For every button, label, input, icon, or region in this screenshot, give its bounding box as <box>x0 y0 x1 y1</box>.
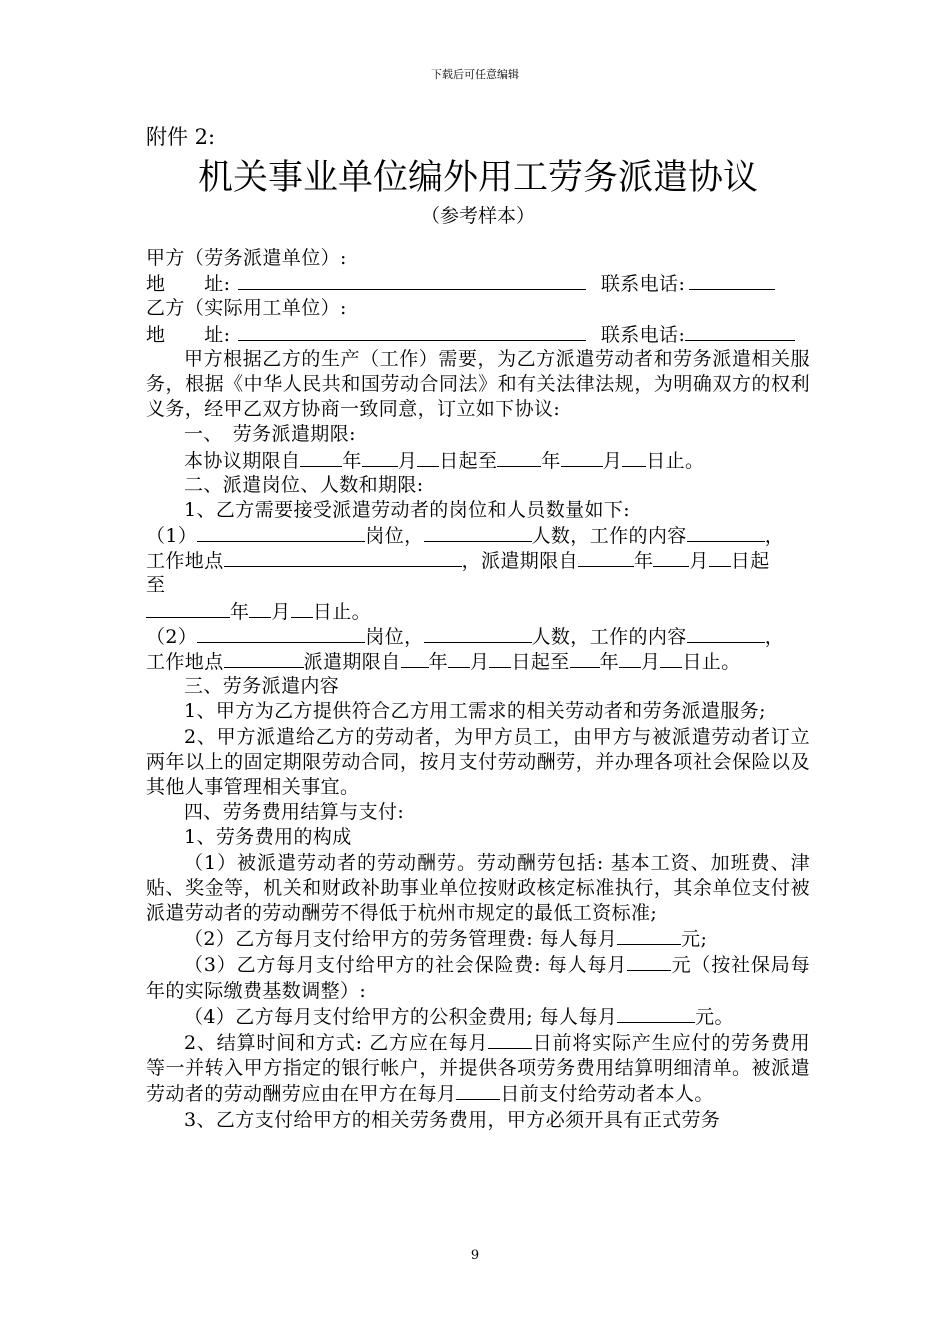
section-4-item-2 <box>146 1030 810 1108</box>
post-2-end-month-field[interactable] <box>619 649 641 668</box>
section-2-heading: 二、派遣岗位、人数和期限: <box>184 473 424 496</box>
post-2-post-label: 岗位， <box>365 625 424 648</box>
section-4-heading: 四、劳务费用结算与支付: <box>184 801 405 824</box>
post-2-start-month-field[interactable] <box>448 649 470 668</box>
document-title: 机关事业单位编外用工劳务派遣协议 <box>197 158 758 198</box>
post-2-place-label: 工作地点 <box>146 651 224 674</box>
post-2-year-label: 年 <box>428 651 449 674</box>
post-2-end-day-field[interactable] <box>660 649 682 668</box>
settlement-day-field[interactable] <box>488 1030 532 1049</box>
post-1-end-month-label: 月 <box>271 600 291 623</box>
page-number: 9 <box>470 1248 480 1263</box>
post-2-end-month-label: 月 <box>641 651 661 674</box>
post-1-day-label: 日起 <box>730 550 770 573</box>
post-1-row-a <box>146 523 810 548</box>
post-1-name-field[interactable] <box>197 523 365 542</box>
party-a-address-label: 地 址: <box>146 273 231 296</box>
section-3-item-2: 2、甲方派遣给乙方的劳动者，为甲方员工，由甲方与被派遣劳动者订立两年以上的固定期限劳动合同，按月支付劳动酬劳，并办理各项社会保险以及其他人事管理相关事宜。 <box>146 725 810 799</box>
settlement-text-a: 2、结算时间和方式: 乙方应在每月 <box>184 1032 489 1055</box>
post-1-post-label: 岗位， <box>365 525 424 548</box>
post-2-row-a <box>146 624 810 649</box>
post-1-place-label: 工作地点 <box>146 550 224 573</box>
fee-item-4-text: （4）乙方每月支付给甲方的公积金费用; 每人每月 <box>184 1005 618 1028</box>
term-end-label: 日止。 <box>646 449 705 472</box>
term-end-month-field[interactable] <box>561 448 603 467</box>
post-2-place-field[interactable] <box>224 649 304 668</box>
post-2-row-b <box>146 649 810 674</box>
term-month-label: 月 <box>397 449 418 472</box>
social-insurance-fee-field[interactable] <box>627 952 671 971</box>
post-1-end-day-field[interactable] <box>291 599 313 618</box>
post-1-comma: ， <box>764 525 785 548</box>
document-body <box>146 122 810 1133</box>
fee-item-2-text: （2）乙方每月支付给甲方的劳务管理费: 每人每月 <box>184 928 618 951</box>
section-2-item-1: 1、乙方需要接受派遣劳动者的岗位和人员数量如下: <box>184 498 631 521</box>
party-a-label: 甲方（劳务派遣单位）: <box>146 247 347 269</box>
term-end-month-label: 月 <box>602 449 623 472</box>
section-3-heading: 三、劳务派遣内容 <box>184 675 340 698</box>
post-1-end-year-field[interactable] <box>146 599 230 618</box>
term-from-label: 日起至 <box>439 449 498 472</box>
post-2-month-label: 月 <box>470 651 490 674</box>
post-1-period-label: ，派遣期限自 <box>461 550 579 573</box>
settlement-text-c: 日前支付给劳动者本人。 <box>500 1083 714 1106</box>
party-a-phone-label: 联系电话: <box>600 273 686 296</box>
post-2-day-label: 日起至 <box>511 651 570 674</box>
fee-item-2 <box>146 926 810 952</box>
party-b-phone-field[interactable] <box>685 322 795 341</box>
post-2-period-label: 派遣期限自 <box>303 651 401 674</box>
post-2-end-year-label: 年 <box>599 651 620 674</box>
post-2-name-field[interactable] <box>197 624 365 643</box>
post-2-comma: ， <box>764 625 785 648</box>
post-2-start-day-field[interactable] <box>489 649 511 668</box>
post-1-count-label: 人数，工作的内容 <box>531 525 687 548</box>
section-4-item-1: 1、劳务费用的构成 <box>184 826 352 849</box>
party-b-label: 乙方（实际用工单位）: <box>146 297 347 320</box>
fee-item-4-unit: 元。 <box>695 1005 734 1028</box>
settlement-text-b: 日前将实际产生应付的劳务费用等一并转入甲方指定的银行帐户，并提供各项劳务费用结算明细清单。被派遣劳动者的劳动酬劳应由在甲方在每月 <box>146 1032 810 1106</box>
post-1-end-label: 日止。 <box>312 600 372 623</box>
management-fee-field[interactable] <box>617 926 681 945</box>
post-1-month-label: 月 <box>689 550 709 573</box>
post-1-start-year-field[interactable] <box>578 548 634 567</box>
post-2-start-year-field[interactable] <box>401 649 429 668</box>
fee-item-2-unit: 元; <box>681 928 708 951</box>
post-2-number: （2） <box>146 625 198 648</box>
party-a-address-row <box>146 271 810 296</box>
post-1-number: （1） <box>146 525 198 548</box>
section-1-heading: 一、 劳务派遣期限: <box>184 423 356 446</box>
post-1-count-field[interactable] <box>424 523 532 542</box>
post-2-content-field[interactable] <box>687 624 765 643</box>
party-a-phone-field[interactable] <box>689 271 775 290</box>
post-1-end-year-label: 年 <box>230 600 250 623</box>
term-year-label: 年 <box>342 449 362 472</box>
post-1-year-label: 年 <box>634 550 654 573</box>
post-2-end-label: 日止。 <box>682 651 741 674</box>
fee-item-3-unit: 元（按社保局每年的实际缴费基数调整）: <box>146 954 810 1002</box>
section-1-term-row <box>146 448 810 473</box>
fee-item-3-text: （3）乙方每月支付给甲方的社会保险费: 每人每月 <box>184 954 628 977</box>
post-1-start-month-field[interactable] <box>653 548 689 567</box>
attachment-label: 附件 2: <box>146 125 216 149</box>
post-2-count-field[interactable] <box>424 624 532 643</box>
post-1-row-d <box>146 599 810 624</box>
term-start-year-field[interactable] <box>300 448 342 467</box>
section-4-item-3: 3、乙方支付给甲方的相关劳务费用，甲方必须开具有正式劳务 <box>184 1108 721 1131</box>
fee-item-1: （1）被派遣劳动者的劳动酬劳。劳动酬劳包括: 基本工资、加班费、津贴、奖金等，机关和财政补助事业单位按财政核定标准执行，其余单位支付被派遣劳动者的劳动酬劳不得低于杭州市规定的最低工资标准; <box>146 851 810 925</box>
party-b-phone-label: 联系电话: <box>600 323 686 346</box>
term-end-year-field[interactable] <box>497 448 541 467</box>
wage-pay-day-field[interactable] <box>456 1081 500 1100</box>
party-b-address-field[interactable] <box>238 322 586 341</box>
party-a-address-field[interactable] <box>238 271 586 290</box>
post-1-end-month-field[interactable] <box>249 599 271 618</box>
intro-paragraph: 甲方根据乙方的生产（工作）需要，为乙方派遣劳动者和劳务派遣相关服务，根据《中华人民共和国劳动合同法》和有关法律法规，为明确双方的权利义务，经甲乙双方协商一致同意，订立如下协议: <box>146 347 810 421</box>
post-2-count-label: 人数，工作的内容 <box>531 625 687 648</box>
post-1-place-field[interactable] <box>224 548 462 567</box>
term-end-year-label: 年 <box>541 449 561 472</box>
post-2-end-year-field[interactable] <box>570 649 600 668</box>
housing-fund-fee-field[interactable] <box>617 1004 695 1023</box>
term-end-day-field[interactable] <box>622 448 646 467</box>
term-start-month-field[interactable] <box>362 448 398 467</box>
fee-item-3 <box>146 952 810 1003</box>
document-subtitle: （参考样本） <box>420 205 535 227</box>
term-start-day-field[interactable] <box>417 448 439 467</box>
term-text-start: 本协议期限自 <box>184 449 301 472</box>
section-3-item-1: 1、甲方为乙方提供符合乙方用工需求的相关劳动者和劳务派遣服务; <box>184 700 766 723</box>
post-1-row-b <box>146 548 810 573</box>
post-1-content-field[interactable] <box>687 523 765 542</box>
party-b-address-label: 地 址: <box>146 323 231 346</box>
header-note: 下载后可任意编辑 <box>431 68 519 81</box>
fee-item-4 <box>146 1004 810 1030</box>
post-1-start-day-field[interactable] <box>709 548 731 567</box>
post-1-row-c: 至 <box>146 574 166 597</box>
party-b-address-row <box>146 322 810 347</box>
